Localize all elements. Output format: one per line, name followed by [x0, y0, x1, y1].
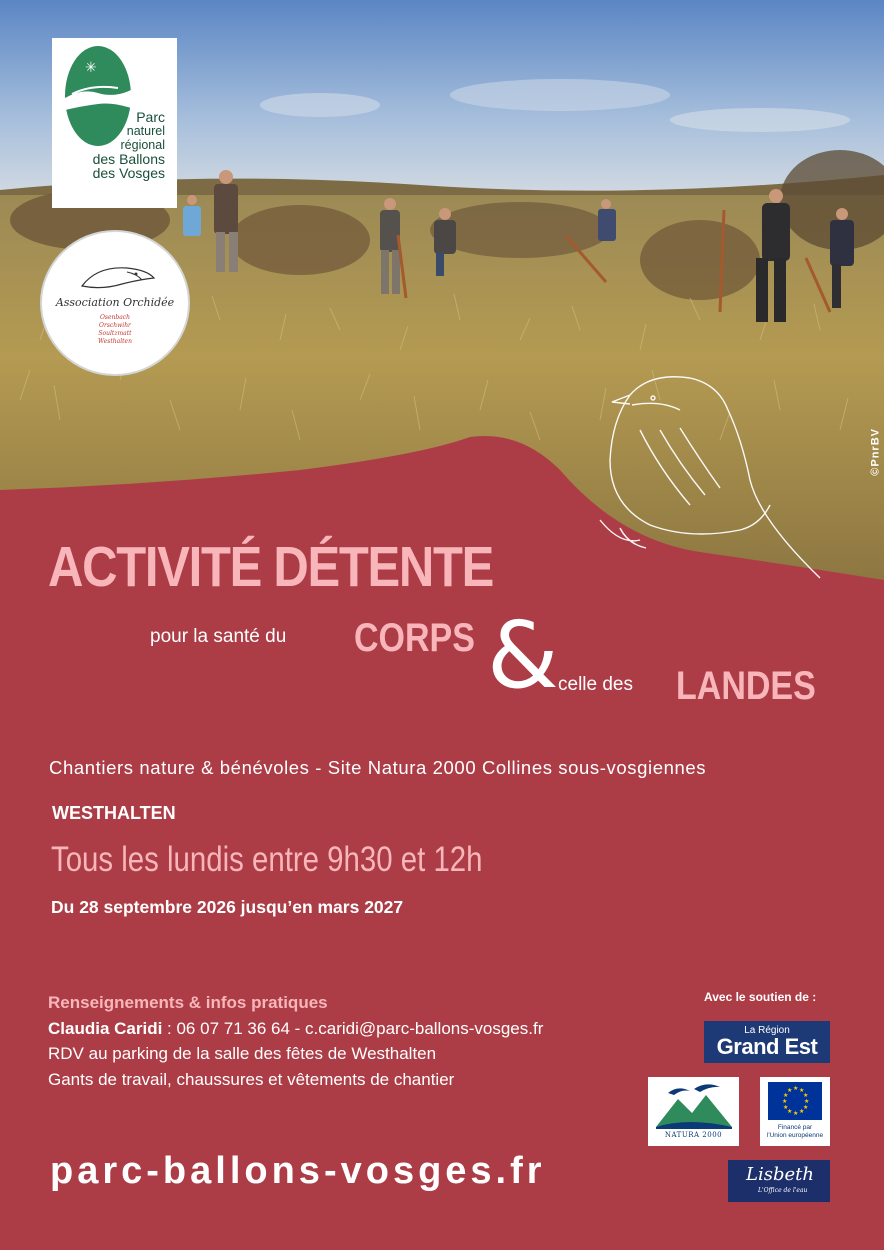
eu-text-line-1: Financé par: [777, 1124, 813, 1131]
svg-text:★: ★: [803, 1104, 809, 1111]
svg-text:★: ★: [787, 1108, 793, 1115]
association-village-3: Soultzmatt: [98, 330, 132, 337]
association-name: Association Orchidée: [55, 296, 175, 309]
association-village-1: Osenbach: [99, 314, 131, 321]
headline-ampersand: &: [487, 602, 559, 709]
region-logo-big: Grand Est: [716, 1034, 818, 1059]
eu-funding-logo: [760, 1077, 830, 1146]
info-heading: Renseignements & infos pratiques: [48, 993, 328, 1012]
eu-text-line-2: l'Union européenne: [766, 1132, 824, 1139]
info-equipment: Gants de travail, chaussures et vêtements de chantier: [48, 1069, 455, 1089]
parc-logo-line-4: des Ballons: [92, 151, 165, 167]
svg-text:★: ★: [783, 1092, 789, 1099]
association-orchidee-logo: [40, 230, 190, 376]
region-logo-small: La Région: [744, 1025, 790, 1036]
svg-text:★: ★: [782, 1098, 788, 1105]
parc-logo-line-3: régional: [120, 138, 165, 152]
svg-text:★: ★: [804, 1098, 810, 1105]
svg-text:★: ★: [793, 1110, 799, 1117]
svg-text:★: ★: [793, 1085, 799, 1092]
practical-info: [48, 990, 543, 1092]
natura-2000-logo: [648, 1077, 739, 1146]
svg-text:★: ★: [799, 1108, 805, 1115]
contact-details[interactable]: : 06 07 71 36 64 - c.caridi@parc-ballons-vosges.fr: [162, 1018, 544, 1038]
headline-line1-lead: pour la santé du: [150, 626, 287, 647]
parc-logo: [52, 38, 177, 208]
lisbeth-sub: L'Office de l'eau: [758, 1187, 808, 1194]
association-village-4: Westhalten: [98, 338, 132, 345]
headline-title: ACTIVITÉ DÉTENTE: [48, 535, 494, 599]
photo-credit: ©PnrBV: [870, 428, 882, 476]
svg-text:★: ★: [799, 1087, 805, 1094]
svg-text:★: ★: [783, 1104, 789, 1111]
natura-label: NATURA 2000: [664, 1131, 723, 1139]
svg-text:★: ★: [803, 1092, 809, 1099]
tagline: Chantiers nature & bénévoles - Site Natura 2000 Collines sous-vosgiennes: [49, 757, 707, 778]
event-schedule: Tous les lundis entre 9h30 et 12h: [51, 840, 483, 879]
lisbeth-logo: [728, 1160, 830, 1202]
info-meeting-point: RDV au parking de la salle des fêtes de Westhalten: [48, 1044, 437, 1063]
website-link[interactable]: parc-ballons-vosges.fr: [50, 1150, 546, 1192]
lisbeth-name: Lisbeth: [746, 1164, 814, 1185]
headline-line2-lead: celle des: [558, 674, 633, 695]
parc-logo-line-5: des Vosges: [92, 165, 165, 181]
event-town: WESTHALTEN: [52, 803, 176, 823]
svg-text:★: ★: [787, 1087, 793, 1094]
info-contact: [48, 1016, 543, 1042]
parc-logo-line-2: naturel: [126, 124, 165, 138]
support-label: Avec le soutien de :: [704, 990, 817, 1004]
parc-logo-line-1: Parc: [136, 109, 165, 125]
region-grand-est-logo: [704, 1021, 830, 1063]
svg-text:✳: ✳: [85, 60, 97, 76]
association-village-2: Orschwihr: [99, 322, 131, 329]
event-dates: Du 28 septembre 2026 jusqu’en mars 2027: [51, 897, 404, 917]
headline-keyword-landes: LANDES: [676, 664, 816, 708]
headline-keyword-corps: CORPS: [354, 616, 475, 660]
contact-name: Claudia Caridi: [48, 1018, 163, 1038]
